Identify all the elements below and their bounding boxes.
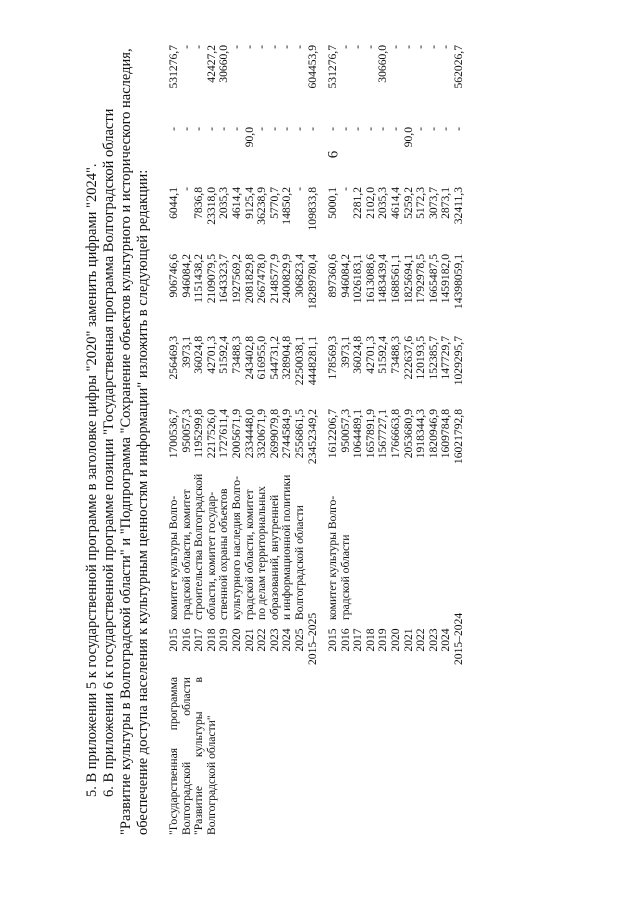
table-cell: 946084,2: [179, 254, 193, 298]
table-cell: 2873,1: [439, 187, 453, 219]
table-cell: 120193,5: [414, 336, 428, 380]
table-cell: 109833,8: [305, 187, 319, 231]
table-cell: 42427,2: [204, 45, 218, 83]
table-cell: 1026183,1: [351, 254, 365, 304]
responsible-column: [167, 473, 307, 620]
table-cell: 2334448,0: [242, 409, 256, 459]
table-cell: 1665487,5: [426, 254, 440, 304]
table-cell: -: [439, 45, 453, 49]
responsible-text-line: и информационной политики: [280, 474, 294, 620]
table-cell: 36024,8: [192, 336, 206, 374]
table-cell: 1820946,9: [426, 409, 440, 459]
table-cell: 2015: [167, 628, 180, 652]
table-cell: 2024: [280, 628, 294, 652]
table-cell: 328904,8: [280, 336, 294, 380]
table-cell: 2109079,5: [204, 254, 218, 304]
table-cell: -: [363, 45, 377, 49]
table-cell: -: [363, 127, 377, 131]
capital-investment-column: [327, 45, 466, 127]
table-cell: -: [351, 45, 365, 49]
paragraph-item-5: 5. В приложении 5 к государственной программе в заголовке цифры "2020" заменить цифрами "2024".: [84, 163, 100, 797]
table-cell: 2022: [255, 628, 269, 652]
table-cell: 16021792,8: [451, 409, 465, 465]
federal-budget-column: [327, 336, 466, 409]
table-cell: 2020: [229, 628, 243, 652]
table-cell: -: [242, 45, 256, 49]
table-cell: 178569,3: [326, 336, 339, 380]
table-cell: 544731,2: [267, 336, 281, 380]
regional-budget-column: [168, 254, 319, 337]
table-cell: 616955,0: [255, 336, 269, 380]
table-cell: 2018: [204, 628, 218, 652]
local-budget-column: [168, 187, 319, 254]
responsible-text-line: градской области, комитет: [179, 489, 193, 620]
table-cell: 5172,3: [414, 187, 428, 219]
table-cell: 23452349,2: [305, 409, 319, 465]
responsible-text-line: области, комитет государ-: [204, 491, 218, 620]
table-cell: 2019: [376, 628, 390, 652]
table-cell: -: [179, 45, 193, 49]
table-cell: -: [292, 127, 306, 131]
table-cell: 36024,8: [351, 336, 365, 374]
table-cell: 531276,7: [326, 45, 339, 89]
table-cell: 51592,4: [217, 336, 231, 374]
table-cell: -: [326, 127, 339, 131]
table-cell: -: [451, 127, 465, 131]
table-cell: 36238,9: [255, 187, 269, 225]
table-cell: 1792978,5: [414, 254, 428, 304]
table-cell: 1612206,7: [326, 409, 339, 459]
table-cell: 2035,3: [376, 187, 390, 219]
table-cell: -: [426, 127, 440, 131]
paragraph-item-6: 6. В приложении 6 к государственной программе позиции "Государственная программа Волгоградской области: [101, 108, 117, 797]
table-cell: 2025: [292, 628, 306, 652]
table-cell: -: [414, 45, 428, 49]
table-cell: 18289780,4: [305, 254, 319, 310]
paragraph-item-6-continued: "Развитие культуры в Волгоградской области" и "Подпрограмма "Сохранение объектов культурного и исторического наследия,: [118, 48, 134, 835]
table-cell: 90,0: [242, 127, 256, 148]
page-number: 6: [325, 150, 342, 159]
responsible-text-line: строительства Волгоградской: [192, 473, 206, 620]
table-cell: 3320671,9: [255, 409, 269, 459]
table-cell: 51592,4: [376, 336, 390, 374]
table-cell: -: [439, 127, 453, 131]
table-cell: 1727611,4: [217, 409, 231, 458]
table-cell: 1151438,2: [192, 254, 206, 303]
table-cell: -: [376, 127, 390, 131]
table-cell: -: [292, 45, 306, 49]
table-cell: 256469,3: [167, 336, 180, 380]
table-cell: 2400829,9: [280, 254, 294, 304]
table-cell: -: [255, 127, 269, 131]
table-cell: -: [388, 45, 402, 49]
table-cell: 2667478,0: [255, 254, 269, 304]
table-cell: 1029295,7: [451, 336, 465, 386]
table-cell: -: [192, 127, 206, 131]
table-cell: 3973,1: [179, 336, 193, 368]
table-cell: 30660,0: [217, 45, 231, 83]
table-cell: 2016: [179, 628, 193, 652]
rotated-document-body: [84, 45, 554, 835]
table-cell: -: [280, 45, 294, 49]
responsible-text-line: Волгоградской области: [292, 505, 306, 620]
program-name-cell: "Государственная программа Волгоградской области "Развитие культуры в Волгоградской области": [167, 677, 218, 835]
table-cell: 73488,3: [229, 336, 243, 374]
table-cell: 4614,4: [229, 187, 243, 219]
table-cell: -: [204, 127, 218, 131]
table-cell: 1927569,2: [229, 254, 243, 304]
table-cell: -: [292, 187, 306, 191]
table-cell: 2023: [426, 628, 440, 652]
table-cell: 897360,6: [326, 254, 339, 298]
responsible-text-line: образований, внутренней: [267, 494, 281, 620]
table-cell: 1657891,9: [363, 409, 377, 459]
table-cell: -: [179, 187, 193, 191]
table-cell: 2005671,9: [229, 409, 243, 459]
table-cell: 2018: [363, 628, 377, 652]
table-cell: 2024: [439, 628, 453, 652]
responsible-text-line: градской области, комитет: [242, 489, 256, 620]
table-cell: 2019: [217, 628, 231, 652]
table-cell: 42701,3: [363, 336, 377, 374]
responsible-text-line: культурного наследия Волго-: [229, 476, 243, 620]
table-cell: 1613088,6: [363, 254, 377, 304]
table-cell: 2217526,0: [204, 409, 218, 459]
table-cell: 2148577,9: [267, 254, 281, 304]
extrabudgetary-column: [327, 127, 466, 187]
table-cell: 2021: [401, 628, 415, 652]
table-cell: 1688561,1: [388, 254, 402, 304]
table-cell: 2081829,8: [242, 254, 256, 304]
table-cell: -: [179, 127, 193, 131]
table-cell: 2021: [242, 628, 256, 652]
table-cell: 7836,8: [192, 187, 206, 219]
table-cell: 2250038,1: [292, 336, 306, 386]
responsible-text-line: комитет культуры Волго-: [167, 495, 180, 620]
table-cell: 14850,2: [280, 187, 294, 225]
table-cell: 1483439,4: [376, 254, 390, 304]
total-funding-column: [168, 409, 319, 484]
responsible-text-line: градской области: [338, 534, 352, 620]
table-cell: 2102,0: [363, 187, 377, 219]
table-cell: 1609784,8: [439, 409, 453, 459]
table-cell: -: [388, 127, 402, 131]
extrabudgetary-column: [168, 127, 319, 187]
table-cell: 1825694,1: [401, 254, 415, 304]
years-column: [326, 612, 466, 665]
table-cell: 4614,4: [388, 187, 402, 219]
table-cell: 5000,1: [326, 187, 339, 219]
table-cell: -: [338, 45, 352, 49]
table-cell: 2023: [267, 628, 281, 652]
table-cell: 2017: [351, 628, 365, 652]
table-cell: 2022: [414, 628, 428, 652]
years-column: [167, 612, 319, 665]
table-cell: 2015: [326, 628, 339, 652]
table-cell: 147729,7: [439, 336, 453, 380]
responsible-text-line: ственной охраны объектов: [217, 488, 231, 620]
table-cell: 946084,2: [338, 254, 352, 298]
responsible-column: [327, 480, 352, 620]
table-cell: 32411,3: [451, 187, 465, 225]
table-cell: 2035,3: [217, 187, 231, 219]
table-cell: 5259,2: [401, 187, 415, 219]
table-cell: 1064489,1: [351, 409, 365, 459]
table-cell: 531276,7: [167, 45, 180, 89]
table-cell: 2016: [338, 628, 352, 652]
table-cell: -: [229, 127, 243, 131]
table-cell: 2015–2025: [305, 612, 319, 665]
table-cell: -: [338, 127, 352, 131]
table-cell: 3973,1: [338, 336, 352, 368]
table-cell: 2017: [192, 628, 206, 652]
federal-budget-column: [168, 336, 319, 409]
table-cell: 5770,7: [267, 187, 281, 219]
table-cell: 42701,3: [204, 336, 218, 374]
table-cell: 1918344,3: [414, 409, 428, 459]
table-cell: 9125,4: [242, 187, 256, 219]
total-funding-column: [327, 409, 466, 484]
table-cell: -: [255, 45, 269, 49]
table-cell: -: [229, 45, 243, 49]
table-cell: 2699079,8: [267, 409, 281, 459]
table-cell: 4448281,1: [305, 336, 319, 386]
table-cell: 3073,7: [426, 187, 440, 219]
table-cell: -: [167, 127, 180, 131]
responsible-text-line: комитет культуры Волго-: [326, 495, 339, 620]
table-cell: 1459182,0: [439, 254, 453, 304]
table-cell: -: [267, 127, 281, 131]
table-cell: -: [426, 45, 440, 49]
local-budget-column: [327, 187, 466, 254]
table-cell: 1567727,1: [376, 409, 390, 459]
table-cell: 14398059,1: [451, 254, 465, 310]
responsible-text-line: по делам территориальных: [255, 486, 269, 620]
table-cell: 73488,3: [388, 336, 402, 374]
table-cell: 2020: [388, 628, 402, 652]
table-cell: -: [217, 127, 231, 131]
table-cell: 604453,9: [305, 45, 319, 89]
table-cell: -: [192, 45, 206, 49]
table-cell: -: [267, 45, 281, 49]
table-cell: 2744584,9: [280, 409, 294, 459]
table-cell: 1643323,7: [217, 254, 231, 304]
table-cell: 1766663,8: [388, 409, 402, 459]
table-cell: 906746,6: [167, 254, 180, 298]
table-cell: 950057,3: [179, 409, 193, 453]
table-cell: -: [351, 127, 365, 131]
table-cell: -: [338, 187, 352, 191]
table-cell: -: [305, 127, 319, 131]
table-cell: 2556861,5: [292, 409, 306, 459]
table-cell: -: [401, 45, 415, 49]
table-cell: -: [414, 127, 428, 131]
table-cell: 2015–2024: [451, 612, 465, 665]
table-cell: 562026,7: [451, 45, 465, 89]
table-cell: 23318,0: [204, 187, 218, 225]
capital-investment-column: [168, 45, 319, 127]
table-cell: 222637,6: [401, 336, 415, 380]
table-cell: 243402,8: [242, 336, 256, 380]
table-cell: 2281,2: [351, 187, 365, 219]
paragraph-item-6-end: обеспечение доступа населения к культурным ценностям и информации" изложить в следующей редакции:: [135, 169, 151, 835]
table-cell: 1195299,8: [192, 409, 206, 458]
table-cell: 1700536,7: [167, 409, 180, 459]
table-cell: 2053680,9: [401, 409, 415, 459]
table-cell: 950057,3: [338, 409, 352, 453]
table-cell: -: [280, 127, 294, 131]
table-cell: 90,0: [401, 127, 415, 148]
regional-budget-column: [327, 254, 466, 337]
table-cell: 6044,1: [167, 187, 180, 219]
table-cell: 152385,7: [426, 336, 440, 380]
table-cell: 30660,0: [376, 45, 390, 83]
table-cell: 306823,4: [292, 254, 306, 298]
